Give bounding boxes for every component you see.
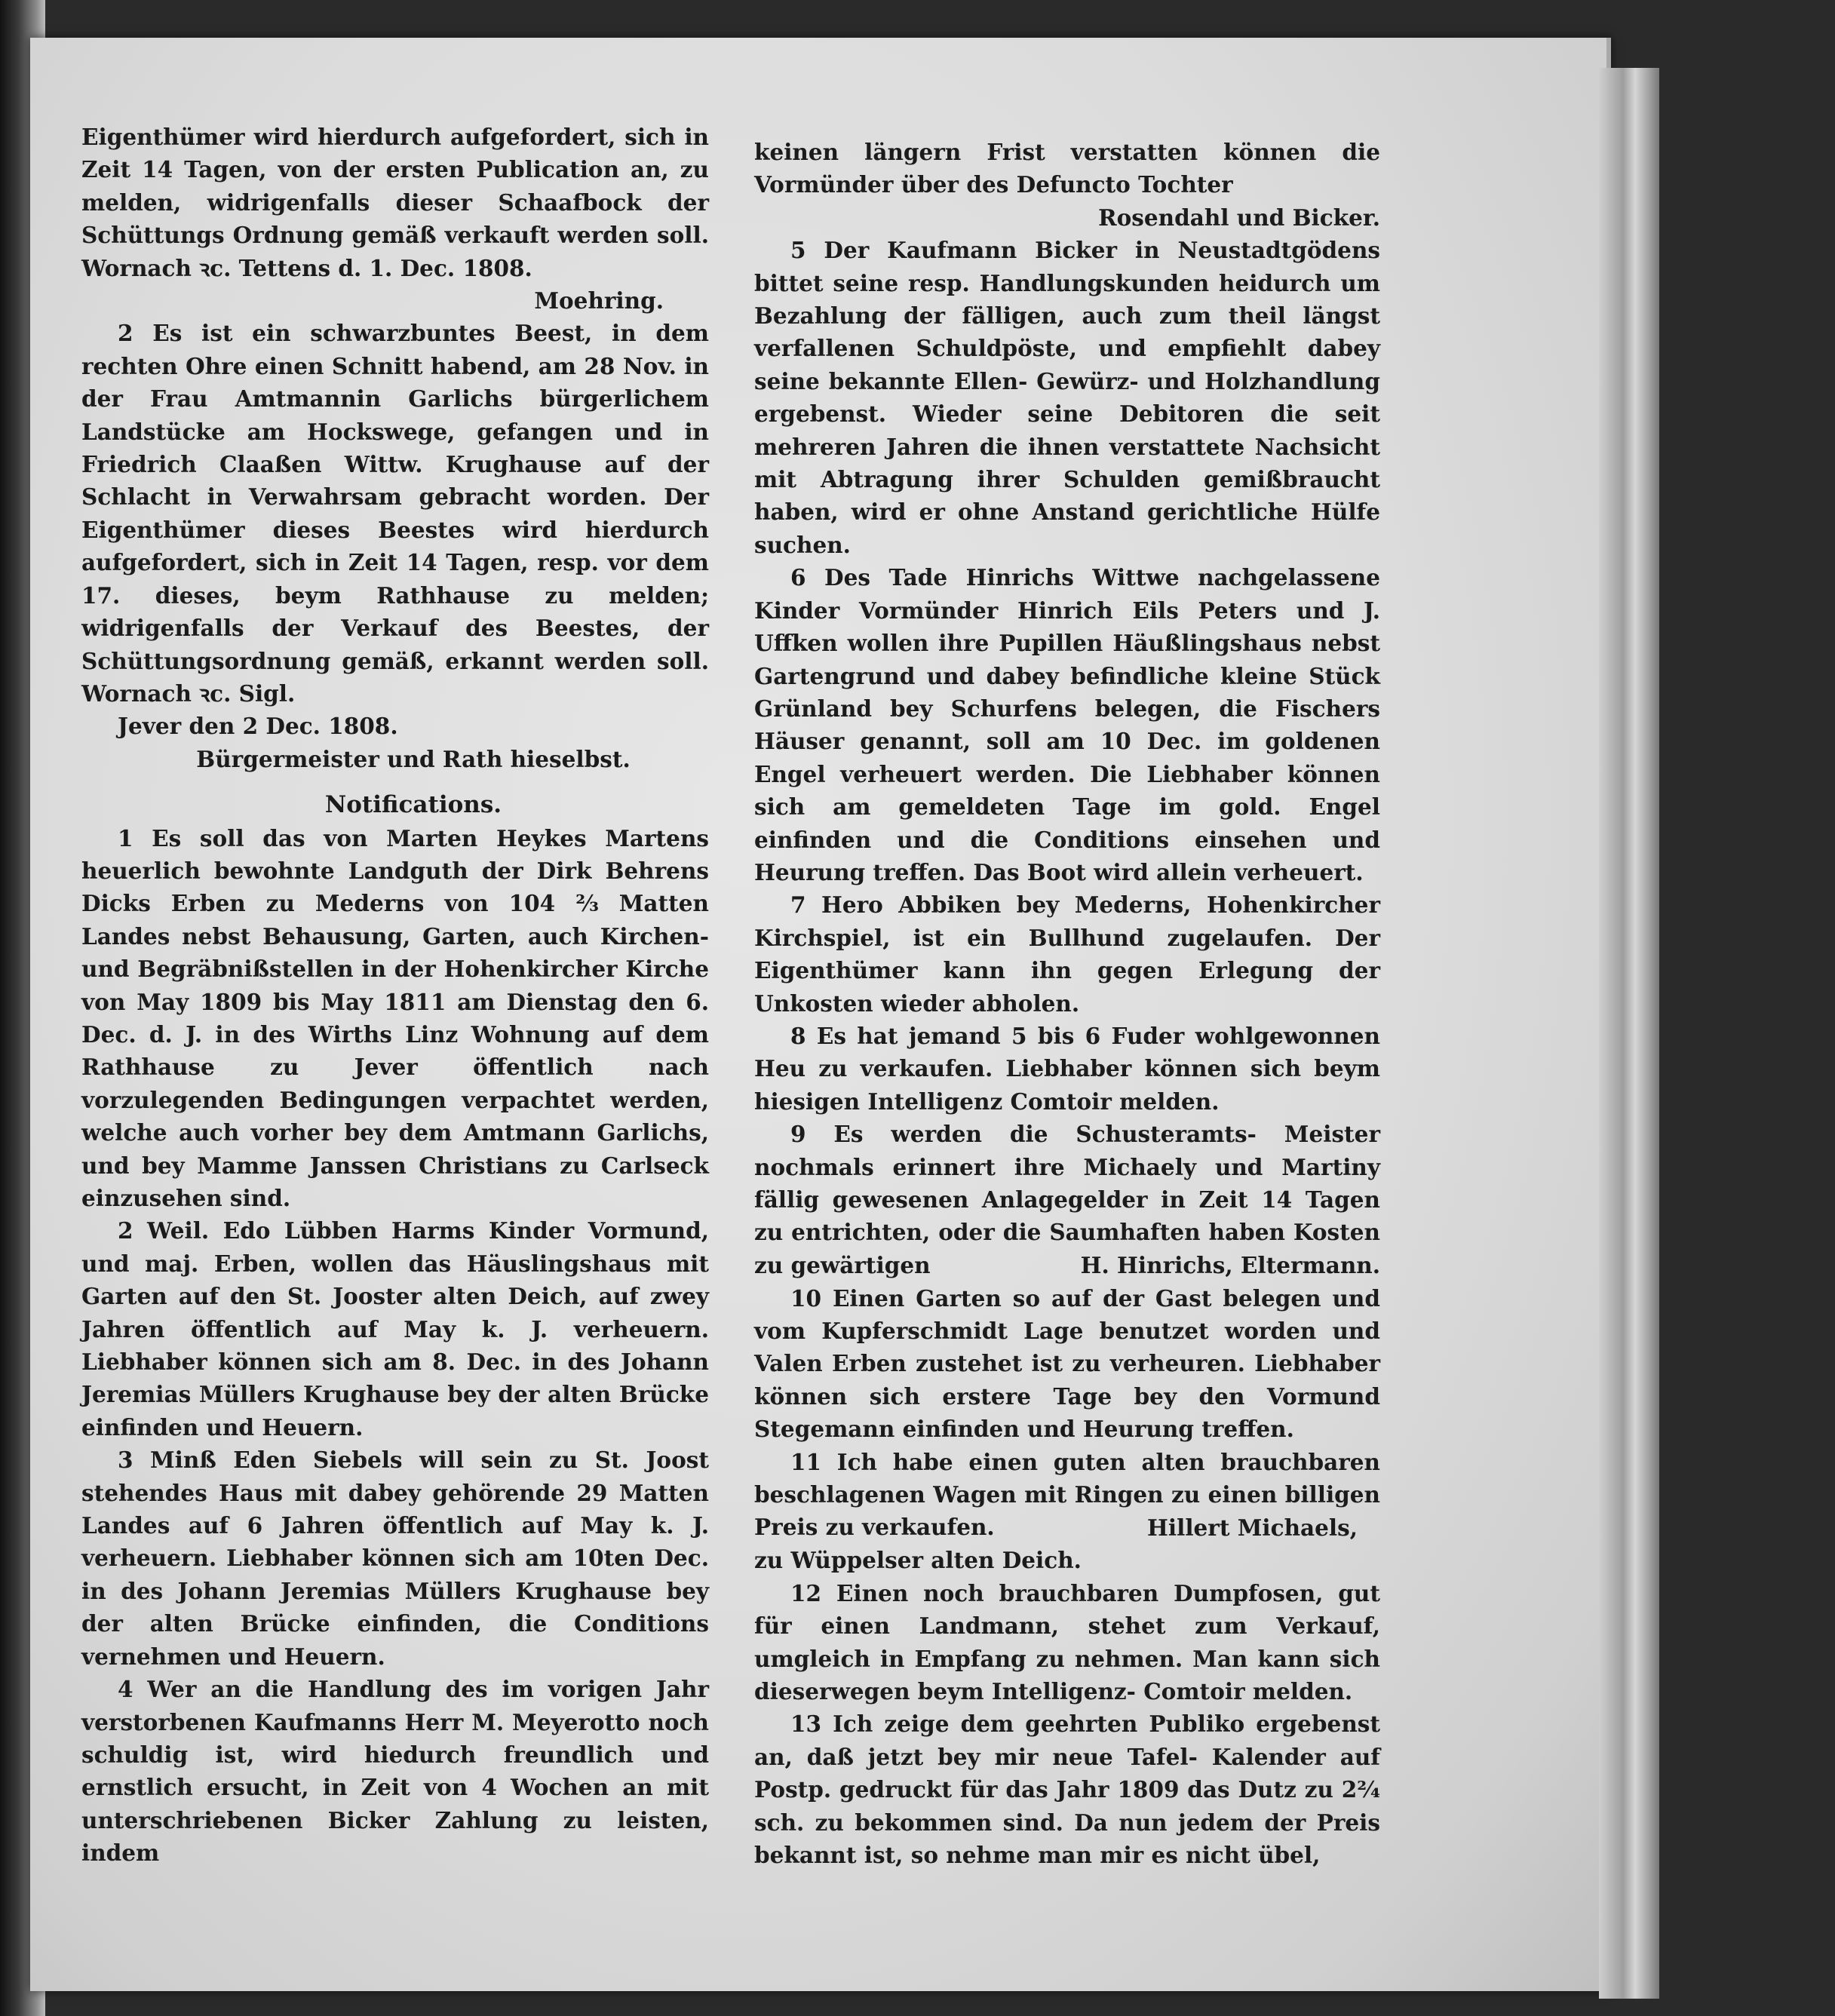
notification-4: 4 Wer an die Handlung des im vorigen Jahr verstorbenen Kaufmanns Herr M. Meyerotto noch schuldig ist, wird hiedurch freundlich und ernstlich ersucht, in Zeit von 4 Wochen an mit unterschriebenen Bicker Zahlung zu leisten, indem: [81, 1676, 709, 1867]
notification-7: 7 Hero Abbiken bey Mederns, Hohenkircher Kirchspiel, ist ein Bullhund zugelaufen. Der Eigenthümer kann ihn gegen Erlegung der Unkosten wieder abholen.: [754, 891, 1380, 1017]
section-heading-notifications: Notifications.: [324, 791, 502, 819]
notification-1: 1 Es soll das von Marten Heykes Martens heuerlich bewohnte Landguth der Dirk Behrens Dicks Erben zu Mederns von 104 ⅔ Matten Landes nebst Behausung, Garten, auch Kirchen- und Begräbnißstellen in der Hohenkircher Kirche von May 1809 bis May 1811 am Dienstag den 6. Dec. d. J. in des Wirths Linz Wohnung auf dem Rathhause zu Jever öffentlich nach vorzulegenden Bedingungen verpachtet werden, welche auch vorher bey dem Amtmann Garlichs, und bey Mamme Janssen Christians zu Carlseck einzusehen sind.: [81, 824, 709, 1211]
signature-rosendahl-bicker: Rosendahl und Bicker.: [1098, 204, 1380, 231]
right-column: [754, 136, 1380, 1871]
notification-11: 11 Ich habe einen guten alten brauchbaren beschlagenen Wagen mit Ringen zu einen billigen Preis zu verkaufen.: [754, 1448, 1380, 1541]
notification-10: 10 Einen Garten so auf der Gast belegen und vom Kupferschmidt Lage benutzet worden und Valen Erben zustehet ist zu verheuren. Liebhaber können sich erstere Tage bey den Vormund Stegemann einfinden und Heurung treffen.: [754, 1284, 1380, 1443]
signature-moehring: Moehring.: [534, 287, 664, 315]
signature-council: Bürgermeister und Rath hieselbst.: [196, 745, 631, 772]
left-column: [81, 121, 709, 1870]
signature-place: zu Wüppelser alten Deich.: [754, 1547, 1082, 1574]
signature-hinrichs: H. Hinrichs, Eltermann.: [1080, 1252, 1380, 1279]
notification-3: 3 Minß Eden Siebels will sein zu St. Joost stehendes Haus mit dabey gehörende 29 Matten Landes auf 6 Jahren öffentlich auf May k. J. verheuern. Liebhaber können sich am 10ten Dec. in des Johann Jeremias Müllers Krughause bey der alten Brücke einfinden, die Conditions vernehmen und Heuern.: [81, 1447, 709, 1670]
notification-2: 2 Weil. Edo Lübben Harms Kinder Vormund, und maj. Erben, wollen das Häuslingshaus mit Garten auf den St. Jooster alten Deich, auf zwey Jahren öffentlich auf May k. J. verheuern. Liebhaber können sich am 8. Dec. in des Johann Jeremias Müllers Krughause bey der alten Brücke einfinden und Heuern.: [81, 1217, 709, 1441]
continued-notice: Eigenthümer wird hierdurch aufgefordert, sich in Zeit 14 Tagen, von der ersten Publication an, zu melden, widrigenfalls dieser Schaafbock der Schüttungs Ordnung gemäß verkauft werden soll. Wornach ꝛc. Tettens d. 1. Dec. 1808.: [81, 124, 709, 281]
notification-6: 6 Des Tade Hinrichs Wittwe nachgelassene Kinder Vormünder Hinrich Eils Peters und J. Uffken wollen ihre Pupillen Häußlingshaus nebst Gartengrund und dabey befindliche kleine Stück Grünland bey Schurfens belegen, die Fischers Häuser genannt, soll am 10 Dec. im goldenen Engel verheuert werden. Die Liebhaber können sich am gemeldeten Tage im gold. Engel einfinden und die Conditions einsehen und Heurung treffen. Das Boot wird allein verheuert.: [754, 564, 1380, 885]
notice-2-beest: 2 Es ist ein schwarzbuntes Beest, in dem rechten Ohre einen Schnitt habend, am 28 Nov. in der Frau Amtmannin Garlichs bürgerlichem Landstücke am Hockswege, gefangen und in Friedrich Claaßen Wittw. Krughause auf der Schlacht in Verwahrsam gebracht worden. Der Eigenthümer dieses Beestes wird hierdurch aufgefordert, sich in Zeit 14 Tagen, resp. vor dem 17. dieses, beym Rathhause zu melden; widrigenfalls der Verkauf des Beestes, der Schüttungsordnung gemäß, erkannt werden soll. Wornach ꝛc. Sigl.: [81, 320, 709, 707]
notification-9: 9 Es werden die Schusteramts- Meister nochmals erinnert ihre Michaely und Martiny fällig gewesenen Anlagegelder in Zeit 14 Tagen zu entrichten, oder die Saumhaften haben Kosten zu gewärtigen: [754, 1121, 1380, 1278]
continued-notice-right: keinen längern Frist verstatten können die Vormünder über des Defuncto Tochter: [754, 139, 1380, 198]
signature-michaels: Hillert Michaels,: [1147, 1514, 1358, 1541]
notification-8: 8 Es hat jemand 5 bis 6 Fuder wohlgewonnen Heu zu verkaufen. Liebhaber können sich beym hiesigen Intelligenz Comtoir melden.: [754, 1022, 1380, 1115]
date-line: Jever den 2 Dec. 1808.: [118, 713, 398, 740]
page-fore-edge: [1599, 68, 1659, 1999]
notification-5: 5 Der Kaufmann Bicker in Neustadtgödens bittet seine resp. Handlungskunden heidurch um Bezahlung der fälligen, auch zum theil längst verfallenen Schuldpöste, und empfiehlt dabey seine bekannte Ellen- Gewürz- und Holzhandlung ergebenst. Wieder seine Debitoren die seit mehreren Jahren die ihnen verstattete Nachsicht mit Abtragung ihrer Schulden gemißbraucht haben, wird er ohne Anstand gerichtliche Hülfe suchen.: [754, 237, 1380, 558]
notification-12: 12 Einen noch brauchbaren Dumpfosen, gut für einen Landmann, stehet zum Verkauf, umgleich in Empfang zu nehmen. Man kann sich dieserwegen beym Intelligenz- Comtoir melden.: [754, 1579, 1380, 1705]
notification-13: 13 Ich zeige dem geehrten Publiko ergebenst an, daß jetzt bey mir neue Tafel- Kalender auf Postp. gedruckt für das Jahr 1809 das Dutz zu 2²⁄₄ sch. zu bekommen sind. Da nun jedem der Preis bekannt ist, so nehme man mir es nicht übel,: [754, 1711, 1380, 1868]
